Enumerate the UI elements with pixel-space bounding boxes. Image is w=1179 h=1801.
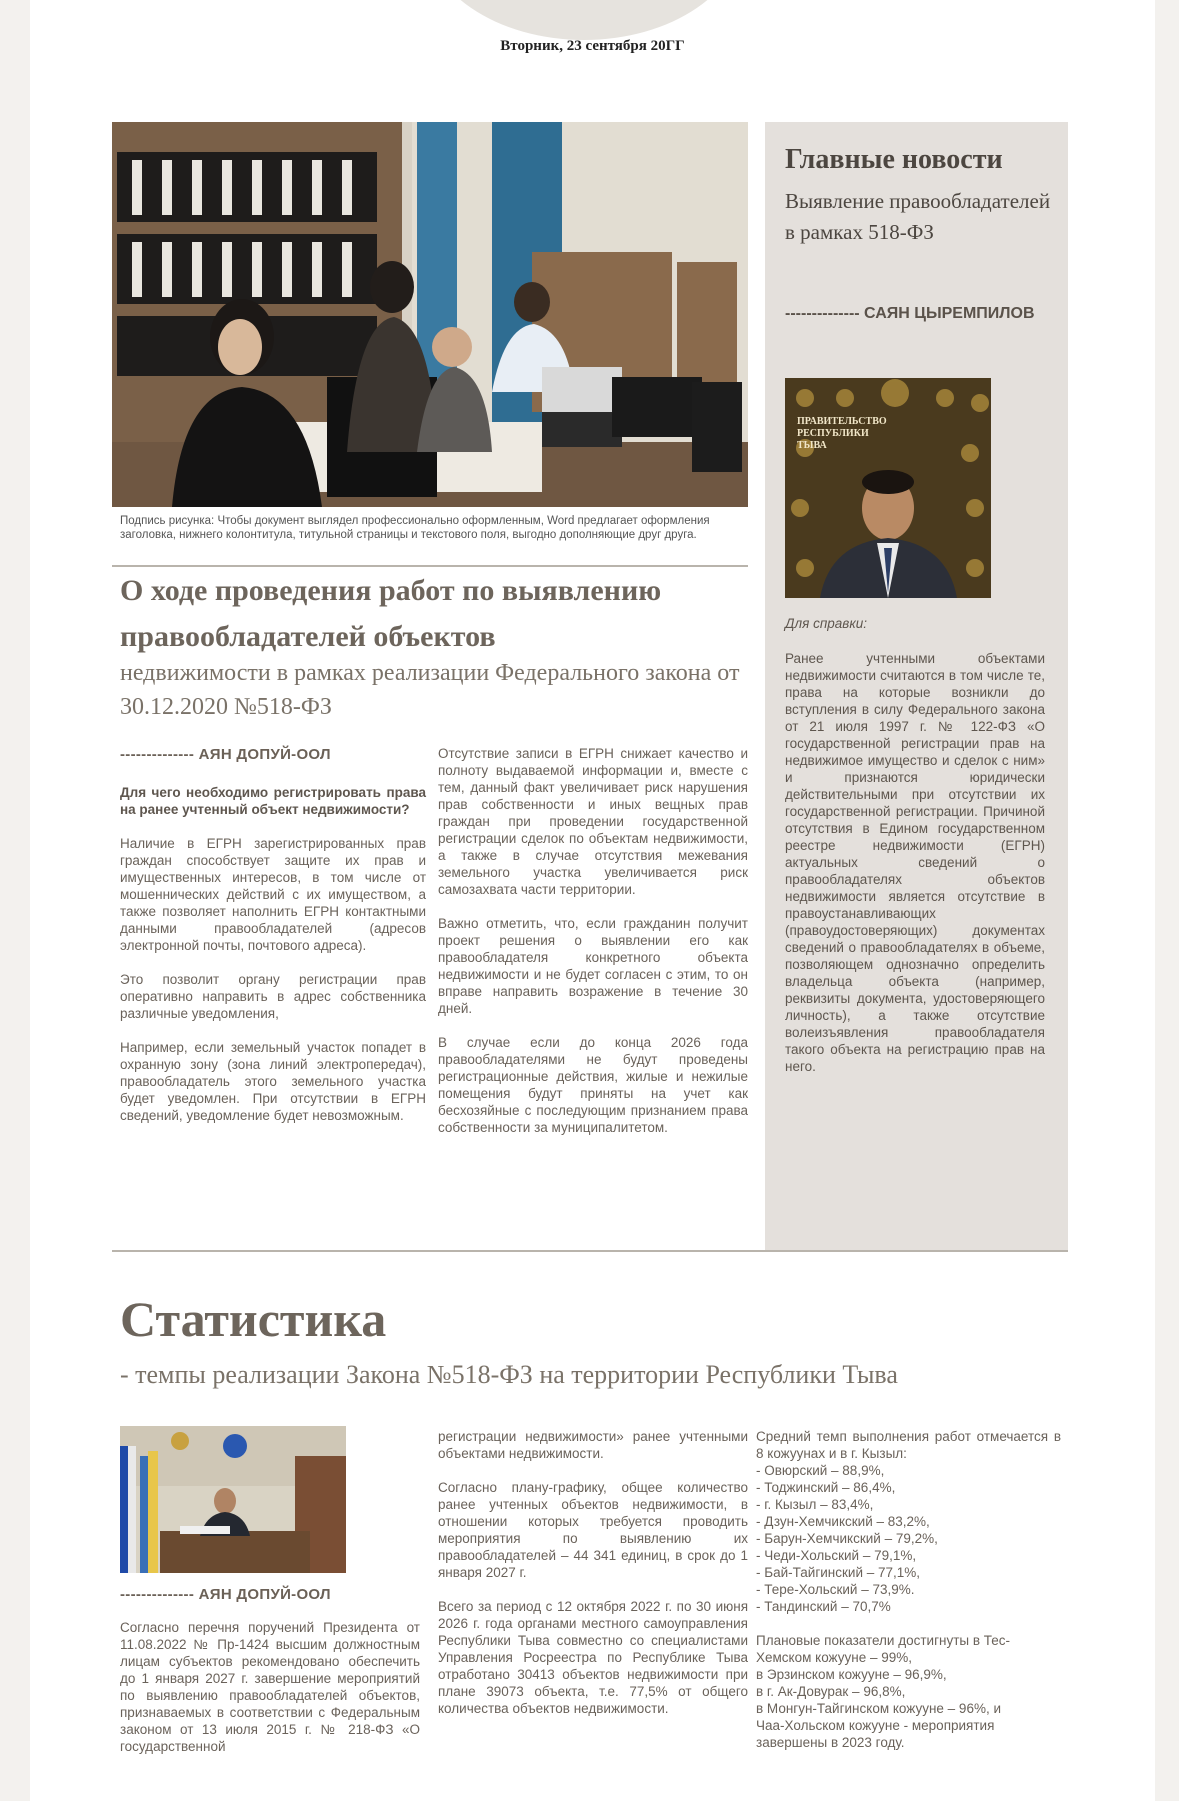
official-portrait-photo	[785, 378, 991, 598]
statistics-subtitle: - темпы реализации Закона №518-ФЗ на территории Республики Тыва	[120, 1360, 898, 1389]
column-question: Для чего необходимо регистрировать права на ранее учтенный объект недвижимости?	[120, 785, 426, 817]
list-item: - Чеди-Хольский – 79,1%,	[756, 1548, 917, 1563]
column-paragraph: Важно отметить, что, если гражданин получит проект решения о выявлении его как правообладателя конкретного объекта недвижимости и не будет согласен с этим, то он вправе направить возражение в течение 30 дней.	[438, 916, 748, 1016]
column-paragraph: Наличие в ЕГРН зарегистрированных прав граждан способствует защите их прав и имущественных интересов, в том числе от мошеннических действий с их имуществом, а также позволяет наполнить ЕГРН контактными данными правообладателей (адресов электронной почты, почтового адреса).	[120, 836, 426, 953]
sidebar-title: Главные новости	[785, 144, 1003, 175]
achieved-line: Чаа-Хольском кожууне - мероприятия завершены в 2023 году.	[756, 1718, 995, 1750]
statistics-column-1	[120, 1619, 420, 1772]
list-item: - Тандинский – 70,7%	[756, 1599, 891, 1614]
column-paragraph: Отсутствие записи в ЕГРН снижает качество и полноту выдаваемой информации и, вместе с тем, данный факт увеличивает риск нарушения прав собственности и иных вещных прав граждан при проведении государственной регистрации сделок по объектам недвижимости, а также в случае отсутствия межевания земельного участка увеличивается риск самозахвата части территории.	[438, 746, 748, 897]
newspaper-page	[30, 0, 1155, 1801]
achieved-line: в г. Ак-Довурак – 96,8%,	[756, 1684, 906, 1699]
article-subheadline: недвижимости в рамках реализации Федерального закона от 30.12.2020 №518-ФЗ	[120, 660, 740, 720]
article-headline: О ходе проведения работ по выявлению правообладателей объектов	[120, 574, 662, 653]
photo-caption: Подпись рисунка: Чтобы документ выглядел профессионально оформленным, Word предлагает оформления заголовка, нижнего колонтитула, титульной страницы и текстового поля, выгодно дополняющие друг друга.	[120, 515, 710, 541]
achieved-line: Плановые показатели достигнуты в Тес-Хемском кожууне – 99%,	[756, 1633, 1011, 1665]
region-rate-list	[756, 1462, 1061, 1615]
column-paragraph: Согласно перечня поручений Президента от 11.08.2022 № Пр-1424 высшим должностным лицам субъектов рекомендовано обеспечить до 1 января 2027 г. завершение мероприятий по выявлению правообладателей объектов, признаваемых в соответствии с Федеральным законом от 13 июля 2015 г. № 218-ФЗ «О государственной	[120, 1620, 420, 1754]
column-paragraph: Согласно плану-графику, общее количество ранее учтенных объектов недвижимости, в отношении которых требуется проводить мероприятия по выявлению их правообладателей – 44 341 единиц, в срок до 1 января 2027 г.	[438, 1480, 748, 1580]
photo-sign-text: ПРАВИТЕЛЬСТВО РЕСПУБЛИКИ ТЫВА	[797, 416, 887, 451]
issue-date: Вторник, 23 сентября 20ГГ	[500, 38, 685, 54]
reference-text: Ранее учтенными объектами недвижимости считаются в том числе те, права на которые возникли до вступления в силу Федерального закона от 21 июля 1997 г. № 122-ФЗ «О государственной регистрации прав на недвижимое имущество и сделок с ним» и признаются юридически действительными при отсутствии их государственной регистрации. Причиной отсутствия в Едином государственном реестре недвижимости (ЕГРН) актуальных сведений о правообладателях объектов недвижимости является отсутствие в правоустанавливающих (правоудостоверяющих) документах сведений о правообладателях в объеме, позволяющем однозначно определить владельца объекта (например, реквизиты документа, удостоверяющего личность), а также отсутствие волеизъявления правообладателя такого объекта на регистрацию прав на него.	[785, 651, 1045, 1074]
statistics-title: Статистика	[120, 1291, 387, 1347]
list-item: - Дзун-Хемчикский – 83,2%,	[756, 1514, 930, 1529]
top-news-sidebar	[765, 122, 1068, 1250]
article-byline: -------------- АЯН ДОПУЙ-ООЛ	[120, 746, 331, 763]
list-item: - Бай-Тайгинский – 77,1%,	[756, 1565, 921, 1580]
article-column-2	[438, 745, 748, 1153]
official-desk-photo	[120, 1426, 346, 1573]
statistics-column-3	[756, 1428, 1061, 1751]
list-item: - Тере-Хольский – 73,9%.	[756, 1582, 915, 1597]
column-paragraph: регистрации недвижимости» ранее учтенными объектами недвижимости.	[438, 1429, 748, 1461]
statistics-byline: -------------- АЯН ДОПУЙ-ООЛ	[120, 1586, 331, 1603]
column-paragraph: В случае если до конца 2026 года правообладателями не будут проведены регистрационные действия, жилые и нежилые помещения будут приняты на учет как бесхозяйные с последующим признанием права собственности за муниципалитетом.	[438, 1035, 748, 1135]
sidebar-byline: -------------- САЯН ЦЫРЕМПИЛОВ	[785, 305, 1035, 322]
region-intro: Средний темп выполнения работ отмечается в 8 кожуунах и в г. Кызыл:	[756, 1429, 1061, 1461]
column-paragraph: Например, если земельный участок попадет в охранную зону (зона линий электропередач), правообладатель этого земельного участка будет уведомлен. При отсутствии в ЕГРН сведений, уведомление будет невозможным.	[120, 1040, 426, 1123]
column-paragraph: Это позволит органу регистрации прав оперативно направить в адрес собственника различные уведомления,	[120, 972, 426, 1021]
list-item: - Тоджинский – 86,4%,	[756, 1480, 896, 1495]
sidebar-subtitle: Выявление правообладателей в рамках 518-ФЗ	[785, 189, 1051, 244]
column-paragraph: Всего за период с 12 октября 2022 г. по 30 июня 2026 г. года органами местного самоуправления Республики Тыва совместно со специалистами Управления Росреестра по Республике Тыва отработано 30413 объектов недвижимости при плане 39073 объекта, т.е. 77,5% от общего количества объектов недвижимости.	[438, 1599, 748, 1716]
list-item: - Барун-Хемчикский – 79,2%,	[756, 1531, 938, 1546]
list-item: - г. Кызыл – 83,4%,	[756, 1497, 874, 1512]
list-item: - Овюрский – 88,9%,	[756, 1463, 885, 1478]
statistics-column-2	[438, 1428, 748, 1734]
office-photo	[112, 122, 748, 507]
header-decoration	[424, 0, 744, 40]
achieved-line: в Монгун-Тайгинском кожууне – 96%, и	[756, 1701, 1001, 1716]
divider	[112, 565, 748, 567]
article-column-1	[120, 784, 426, 1141]
reference-label: Для справки:	[785, 616, 867, 631]
achieved-line: в Эрзинском кожууне – 96,9%,	[756, 1667, 947, 1682]
section-divider	[112, 1250, 1068, 1252]
